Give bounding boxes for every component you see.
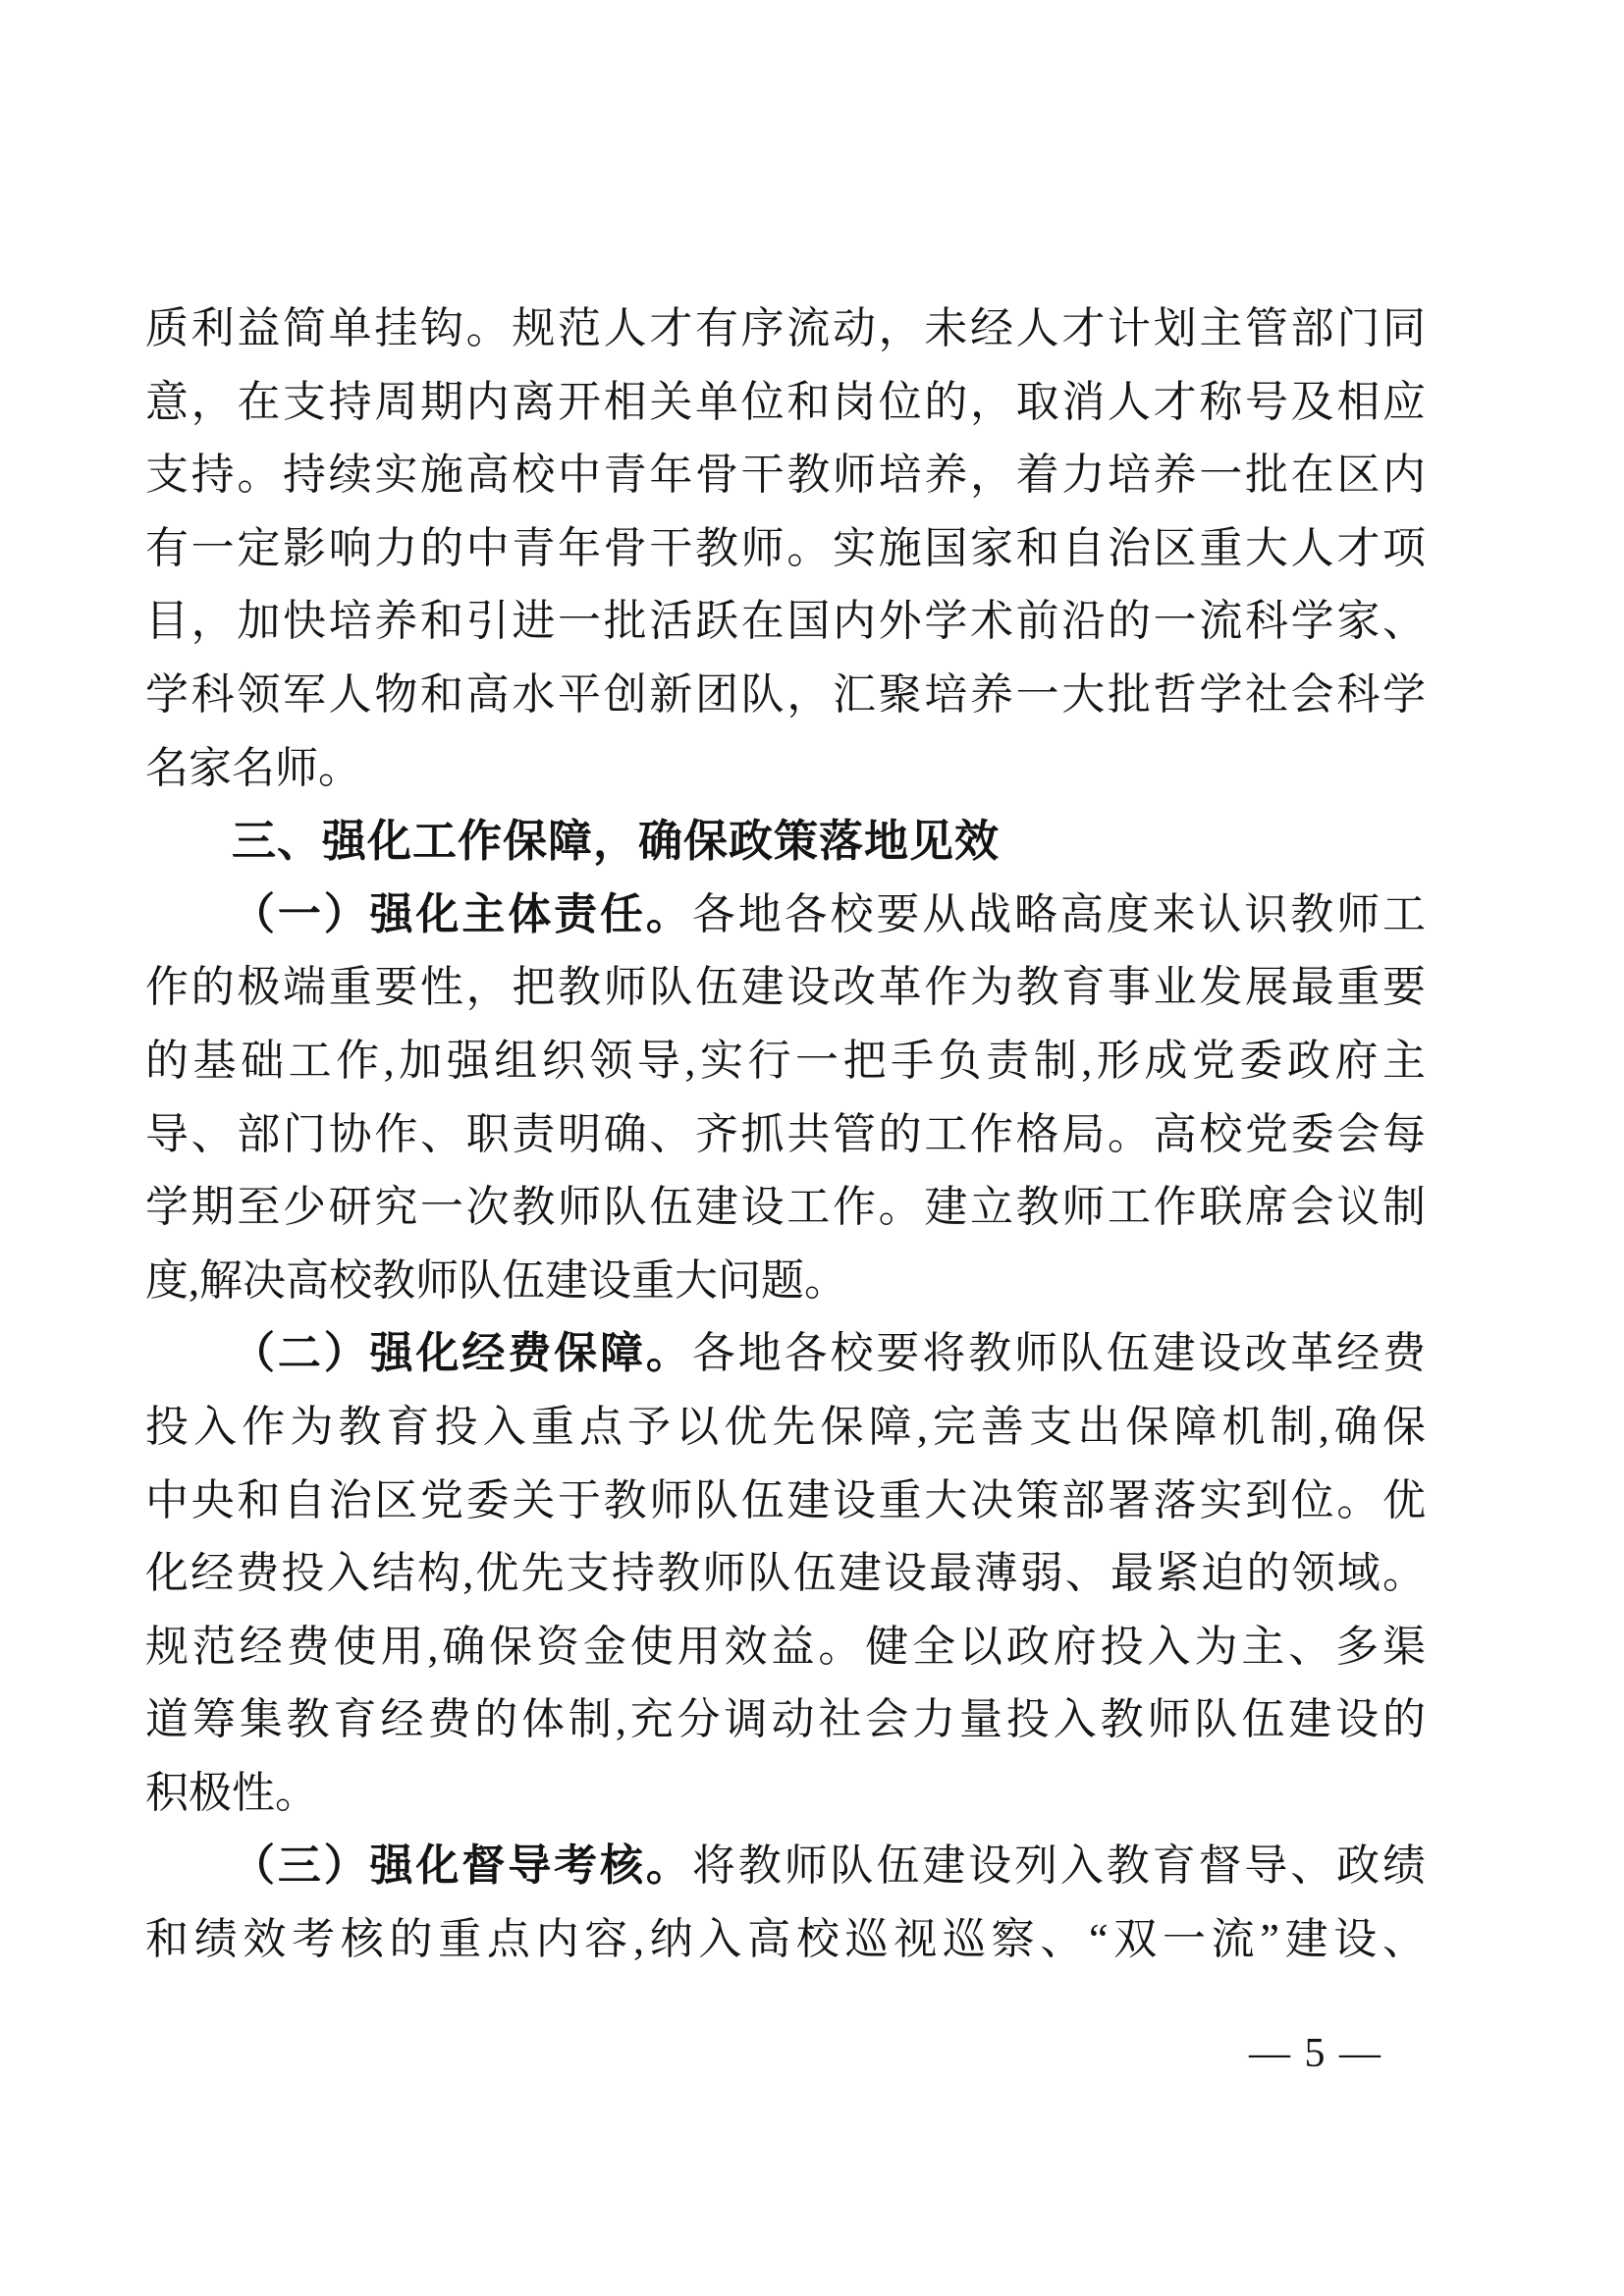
body-line: 意，在支持周期内离开相关单位和岗位的，取消人才称号及相应 xyxy=(145,377,1426,426)
body-line: 支持。持续实施高校中青年骨干教师培养，着力培养一批在区内 xyxy=(145,451,1426,500)
body-line: 积极性。 xyxy=(145,1768,318,1817)
body-line: 化经费投入结构,优先支持教师队伍建设最薄弱、最紧迫的领域。 xyxy=(145,1549,1426,1598)
body-line xyxy=(145,1317,1426,1391)
body-line: 学科领军人物和高水平创新团队，汇聚培养一大批哲学社会科学 xyxy=(145,669,1426,719)
paragraph-text: 各地各校要从战略高度来认识教师工 xyxy=(691,889,1427,938)
body-line: 作的极端重要性，把教师队伍建设改革作为教育事业发展最重要 xyxy=(145,963,1426,1012)
body-line: 中央和自治区党委关于教师队伍建设重大决策部署落实到位。优 xyxy=(145,1475,1426,1524)
section-heading: 三、强化工作保障，确保政策落地见效 xyxy=(232,816,1001,867)
body-line: 的基础工作,加强组织领导,实行一把手负责制,形成党委政府主 xyxy=(145,1036,1426,1085)
body-line xyxy=(145,879,1426,952)
body-line: 道筹集教育经费的体制,充分调动社会力量投入教师队伍建设的 xyxy=(145,1695,1426,1744)
body-line: 有一定影响力的中青年骨干教师。实施国家和自治区重大人才项 xyxy=(145,523,1426,572)
paragraph-lead: （一）强化主体责任。 xyxy=(232,889,692,938)
document-body xyxy=(145,293,1426,1977)
paragraph-text: 将教师队伍建设列入教育督导、政绩 xyxy=(691,1842,1427,1891)
body-line: 导、部门协作、职责明确、齐抓共管的工作格局。高校党委会每 xyxy=(145,1109,1426,1158)
paragraph-lead: （二）强化经费保障。 xyxy=(232,1329,692,1378)
body-line: 度,解决高校教师队伍建设重大问题。 xyxy=(145,1255,847,1305)
paragraph-lead: （三）强化督导考核。 xyxy=(232,1842,692,1891)
body-line: 投入作为教育投入重点予以优先保障,完善支出保障机制,确保 xyxy=(145,1402,1426,1451)
body-line: 学期至少研究一次教师队伍建设工作。建立教师工作联席会议制 xyxy=(145,1183,1426,1232)
paragraph-text: 各地各校要将教师队伍建设改革经费 xyxy=(691,1329,1427,1378)
body-line: 规范经费使用,确保资金使用效益。健全以政府投入为主、多渠 xyxy=(145,1622,1426,1671)
body-line: 名家名师。 xyxy=(145,743,361,792)
body-line: 质利益简单挂钩。规范人才有序流动，未经人才计划主管部门同 xyxy=(145,304,1426,352)
page-number: — 5 — xyxy=(1249,2031,1382,2076)
body-line: 和绩效考核的重点内容,纳入高校巡视巡察、“双一流”建设、 xyxy=(145,1915,1426,1964)
body-line: 目，加快培养和引进一批活跃在国内外学术前沿的一流科学家、 xyxy=(145,597,1426,646)
body-line xyxy=(145,1830,1426,1903)
